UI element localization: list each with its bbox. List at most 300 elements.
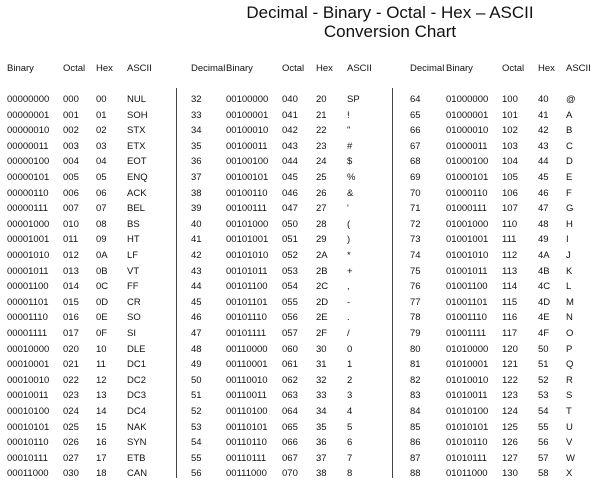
- left-cell-hex: 02: [96, 125, 107, 137]
- mid-cell-ascii: 7: [347, 452, 353, 464]
- right-header-octal: Octal: [502, 63, 525, 74]
- right-cell-decimal: 83: [410, 390, 421, 402]
- mid-cell-octal: 050: [282, 218, 298, 230]
- left-cell-binary: 00010011: [7, 390, 49, 402]
- mid-cell-ascii: 1: [347, 359, 353, 371]
- mid-cell-binary: 00100000: [226, 94, 269, 105]
- right-cell-octal: 104: [502, 156, 518, 168]
- left-cell-binary: 00000111: [7, 203, 48, 215]
- mid-cell-binary: 00110011: [226, 390, 267, 402]
- left-cell-ascii: SOH: [127, 109, 148, 121]
- mid-cell-decimal: 38: [191, 187, 202, 199]
- right-cell-ascii: K: [566, 265, 573, 277]
- right-cell-decimal: 70: [410, 187, 421, 199]
- mid-cell-octal: 060: [282, 343, 298, 355]
- left-cell-octal: 000: [63, 94, 79, 105]
- mid-cell-hex: 22: [316, 125, 327, 137]
- left-cell-octal: 022: [63, 374, 79, 386]
- mid-cell-octal: 046: [282, 187, 298, 199]
- mid-cell-hex: 37: [316, 452, 327, 464]
- right-cell-binary: 01010011: [446, 390, 488, 402]
- right-cell-hex: 40: [538, 94, 549, 105]
- mid-header-ascii: ASCII: [347, 63, 372, 74]
- mid-cell-ascii: (: [347, 218, 351, 230]
- left-cell-ascii: NAK: [127, 421, 147, 433]
- right-cell-ascii: Q: [566, 359, 574, 371]
- left-cell-ascii: ETB: [127, 452, 146, 464]
- left-cell-binary: 00000011: [7, 140, 49, 152]
- right-cell-ascii: O: [566, 328, 574, 339]
- mid-cell-hex: 2D: [316, 296, 329, 308]
- right-cell-decimal: 65: [410, 109, 421, 121]
- right-cell-decimal: 79: [410, 328, 421, 339]
- right-cell-binary: 01001001: [446, 234, 489, 246]
- mid-cell-octal: 045: [282, 172, 298, 183]
- right-cell-hex: 43: [538, 140, 549, 152]
- right-cell-decimal: 85: [410, 421, 421, 433]
- right-cell-octal: 115: [502, 296, 518, 308]
- mid-cell-ascii: ': [347, 203, 349, 215]
- right-cell-hex: 58: [538, 468, 549, 480]
- right-cell-hex: 56: [538, 437, 549, 449]
- right-cell-binary: 01000101: [446, 172, 489, 183]
- mid-cell-octal: 054: [282, 281, 298, 293]
- left-cell-binary: 00011000: [7, 468, 49, 480]
- right-cell-binary: 01000110: [446, 187, 488, 199]
- left-cell-hex: 09: [96, 234, 107, 246]
- left-cell-hex: 08: [96, 218, 107, 230]
- mid-cell-octal: 056: [282, 312, 298, 324]
- right-cell-binary: 01000000: [446, 94, 489, 105]
- left-cell-binary: 00001111: [7, 328, 48, 339]
- right-cell-hex: 46: [538, 187, 549, 199]
- mid-cell-decimal: 37: [191, 172, 202, 183]
- mid-header-binary: Binary: [226, 63, 253, 74]
- right-cell-decimal: 88: [410, 468, 421, 480]
- mid-cell-octal: 055: [282, 296, 298, 308]
- right-header-hex: Hex: [538, 63, 555, 74]
- right-cell-hex: 50: [538, 343, 549, 355]
- left-cell-hex: 14: [96, 406, 107, 417]
- right-cell-binary: 01000010: [446, 125, 489, 137]
- mid-cell-decimal: 54: [191, 437, 202, 449]
- left-cell-octal: 010: [63, 218, 79, 230]
- right-cell-ascii: R: [566, 374, 573, 386]
- mid-cell-ascii: -: [347, 296, 351, 308]
- left-cell-binary: 00000110: [7, 187, 49, 199]
- left-header-hex: Hex: [96, 63, 113, 74]
- left-cell-hex: 06: [96, 187, 107, 199]
- left-cell-hex: 00: [96, 94, 107, 105]
- right-cell-hex: 42: [538, 125, 549, 137]
- left-cell-octal: 017: [63, 328, 79, 339]
- right-cell-ascii: M: [566, 296, 574, 308]
- right-cell-octal: 106: [502, 187, 518, 199]
- left-header-binary: Binary: [7, 63, 34, 74]
- mid-cell-binary: 00101101: [226, 296, 268, 308]
- right-header-decimal: Decimal: [410, 63, 445, 74]
- left-cell-hex: 16: [96, 437, 107, 449]
- mid-cell-binary: 00100111: [226, 203, 267, 215]
- left-cell-octal: 026: [63, 437, 79, 449]
- right-cell-binary: 01001110: [446, 312, 487, 324]
- mid-cell-hex: 25: [316, 172, 327, 183]
- right-cell-octal: 126: [502, 437, 518, 449]
- mid-cell-decimal: 44: [191, 281, 202, 293]
- mid-cell-octal: 052: [282, 250, 298, 261]
- mid-cell-binary: 00101110: [226, 312, 267, 324]
- mid-cell-binary: 00100110: [226, 187, 268, 199]
- mid-cell-octal: 044: [282, 156, 298, 168]
- mid-cell-ascii: &: [347, 187, 354, 199]
- title-line-2: Conversion Chart: [323, 22, 457, 41]
- left-cell-binary: 00010110: [7, 437, 49, 449]
- left-cell-hex: 0D: [96, 296, 109, 308]
- left-cell-ascii: SI: [127, 328, 136, 339]
- right-cell-ascii: H: [566, 218, 573, 230]
- left-cell-binary: 00010111: [7, 452, 48, 464]
- mid-cell-hex: 34: [316, 406, 327, 417]
- left-cell-octal: 025: [63, 421, 79, 433]
- right-cell-ascii: I: [566, 234, 569, 246]
- left-cell-octal: 001: [63, 109, 79, 121]
- right-cell-octal: 102: [502, 125, 518, 137]
- left-cell-ascii: NUL: [127, 94, 147, 105]
- mid-cell-octal: 066: [282, 437, 298, 449]
- mid-cell-hex: 28: [316, 218, 327, 230]
- left-cell-ascii: BS: [127, 218, 140, 230]
- mid-cell-decimal: 35: [191, 140, 202, 152]
- right-cell-decimal: 66: [410, 125, 421, 137]
- right-cell-decimal: 77: [410, 296, 421, 308]
- mid-cell-hex: 35: [316, 421, 327, 433]
- mid-cell-ascii: ): [347, 234, 351, 246]
- right-cell-octal: 103: [502, 140, 518, 152]
- mid-cell-hex: 33: [316, 390, 327, 402]
- right-header-ascii: ASCII: [566, 63, 591, 74]
- right-cell-octal: 123: [502, 390, 518, 402]
- left-cell-ascii: BEL: [127, 203, 145, 215]
- mid-cell-binary: 00101100: [226, 281, 268, 293]
- mid-cell-hex: 2B: [316, 265, 328, 277]
- mid-cell-ascii: *: [347, 250, 351, 261]
- left-cell-octal: 002: [63, 125, 79, 137]
- right-cell-hex: 44: [538, 156, 549, 168]
- mid-cell-hex: 2A: [316, 250, 328, 261]
- left-cell-ascii: ETX: [127, 140, 146, 152]
- left-cell-octal: 005: [63, 172, 79, 183]
- right-cell-hex: 4F: [538, 328, 550, 339]
- left-cell-binary: 00010000: [7, 343, 50, 355]
- right-cell-ascii: X: [566, 468, 573, 480]
- mid-cell-decimal: 45: [191, 296, 202, 308]
- right-cell-binary: 01000001: [446, 109, 489, 121]
- mid-cell-binary: 00101001: [226, 234, 269, 246]
- left-cell-hex: 0A: [96, 250, 108, 261]
- left-cell-octal: 014: [63, 281, 79, 293]
- mid-cell-binary: 00110101: [226, 421, 268, 433]
- left-cell-hex: 18: [96, 468, 107, 480]
- mid-cell-ascii: +: [347, 265, 353, 277]
- right-cell-ascii: G: [566, 203, 574, 215]
- left-cell-ascii: DC3: [127, 390, 147, 402]
- right-cell-hex: 4E: [538, 312, 550, 324]
- left-cell-binary: 00000010: [7, 125, 50, 137]
- mid-cell-ascii: /: [347, 328, 350, 339]
- mid-cell-hex: 20: [316, 94, 327, 105]
- mid-cell-binary: 00101000: [226, 218, 269, 230]
- left-cell-ascii: STX: [127, 125, 146, 137]
- mid-cell-decimal: 43: [191, 265, 202, 277]
- right-cell-octal: 121: [502, 359, 518, 371]
- mid-cell-octal: 061: [282, 359, 298, 371]
- right-cell-binary: 01010000: [446, 343, 489, 355]
- right-cell-hex: 4B: [538, 265, 550, 277]
- mid-cell-octal: 070: [282, 468, 298, 480]
- mid-cell-decimal: 51: [191, 390, 202, 402]
- mid-header-decimal: Decimal: [191, 63, 226, 74]
- left-cell-octal: 015: [63, 296, 79, 308]
- right-cell-binary: 01010010: [446, 374, 489, 386]
- mid-cell-octal: 051: [282, 234, 298, 246]
- right-cell-hex: 53: [538, 390, 549, 402]
- right-cell-ascii: P: [566, 343, 573, 355]
- mid-cell-ascii: .: [347, 312, 350, 324]
- right-cell-ascii: N: [566, 312, 573, 324]
- right-cell-hex: 45: [538, 172, 549, 183]
- right-cell-decimal: 74: [410, 250, 421, 261]
- right-cell-ascii: U: [566, 421, 573, 433]
- right-cell-decimal: 67: [410, 140, 421, 152]
- right-cell-ascii: J: [566, 250, 571, 261]
- right-cell-binary: 01010101: [446, 421, 489, 433]
- mid-cell-octal: 064: [282, 406, 298, 417]
- mid-cell-ascii: #: [347, 140, 353, 152]
- mid-cell-octal: 043: [282, 140, 298, 152]
- left-cell-hex: 17: [96, 452, 107, 464]
- mid-cell-binary: 00110100: [226, 406, 268, 417]
- mid-cell-hex: 24: [316, 156, 327, 168]
- right-cell-hex: 4C: [538, 281, 551, 293]
- right-cell-ascii: C: [566, 140, 573, 152]
- left-cell-binary: 00001000: [7, 218, 50, 230]
- left-cell-binary: 00001101: [7, 296, 49, 308]
- left-cell-octal: 003: [63, 140, 79, 152]
- mid-cell-octal: 053: [282, 265, 298, 277]
- right-cell-octal: 112: [502, 250, 518, 261]
- left-cell-binary: 00001010: [7, 250, 50, 261]
- mid-header-hex: Hex: [316, 63, 333, 74]
- left-cell-hex: 15: [96, 421, 107, 433]
- right-cell-ascii: F: [566, 187, 572, 199]
- mid-cell-binary: 00110010: [226, 374, 268, 386]
- mid-cell-decimal: 40: [191, 218, 202, 230]
- right-cell-decimal: 64: [410, 94, 421, 105]
- left-cell-hex: 01: [96, 109, 107, 121]
- left-cell-binary: 00001110: [7, 312, 48, 324]
- mid-cell-octal: 067: [282, 452, 298, 464]
- left-header-octal: Octal: [63, 63, 86, 74]
- left-cell-hex: 13: [96, 390, 107, 402]
- left-cell-ascii: LF: [127, 250, 139, 261]
- right-cell-ascii: @: [566, 94, 576, 105]
- mid-cell-decimal: 56: [191, 468, 202, 480]
- mid-cell-binary: 00110000: [226, 343, 268, 355]
- right-cell-decimal: 73: [410, 234, 421, 246]
- mid-cell-hex: 21: [316, 109, 327, 121]
- right-cell-octal: 117: [502, 328, 518, 339]
- right-cell-binary: 01010110: [446, 437, 488, 449]
- left-cell-octal: 007: [63, 203, 79, 215]
- right-cell-octal: 124: [502, 406, 518, 417]
- right-header-binary: Binary: [446, 63, 473, 74]
- left-header-ascii: ASCII: [127, 63, 152, 74]
- right-cell-octal: 130: [502, 468, 518, 480]
- right-cell-octal: 127: [502, 452, 518, 464]
- right-cell-binary: 01010100: [446, 406, 489, 417]
- mid-cell-decimal: 46: [191, 312, 202, 324]
- right-cell-octal: 114: [502, 281, 518, 293]
- mid-cell-hex: 36: [316, 437, 327, 449]
- mid-cell-ascii: %: [347, 172, 356, 183]
- left-cell-binary: 00001100: [7, 281, 49, 293]
- mid-cell-octal: 040: [282, 94, 298, 105]
- right-cell-binary: 01001100: [446, 281, 488, 293]
- left-cell-ascii: VT: [127, 265, 140, 277]
- right-cell-decimal: 71: [410, 203, 421, 215]
- right-cell-ascii: T: [566, 406, 572, 417]
- right-cell-decimal: 75: [410, 265, 421, 277]
- mid-cell-binary: 00110001: [226, 359, 268, 371]
- left-cell-octal: 016: [63, 312, 79, 324]
- left-cell-ascii: DLE: [127, 343, 146, 355]
- left-cell-binary: 00001001: [7, 234, 50, 246]
- right-cell-decimal: 76: [410, 281, 421, 293]
- left-cell-hex: 0C: [96, 281, 109, 293]
- left-cell-binary: 00000001: [7, 109, 50, 121]
- mid-cell-ascii: !: [347, 109, 350, 121]
- right-cell-binary: 01001111: [446, 328, 487, 339]
- left-cell-ascii: HT: [127, 234, 140, 246]
- mid-cell-hex: 23: [316, 140, 327, 152]
- left-cell-ascii: ACK: [127, 187, 147, 199]
- right-cell-ascii: A: [566, 109, 573, 121]
- left-cell-hex: 11: [96, 359, 106, 371]
- mid-cell-octal: 047: [282, 203, 298, 215]
- left-cell-ascii: DC1: [127, 359, 147, 371]
- right-cell-hex: 57: [538, 452, 549, 464]
- left-cell-hex: 12: [96, 374, 107, 386]
- right-cell-binary: 01001011: [446, 265, 488, 277]
- mid-cell-binary: 00101010: [226, 250, 269, 261]
- right-cell-decimal: 81: [410, 359, 421, 371]
- left-cell-ascii: CAN: [127, 468, 148, 480]
- mid-cell-decimal: 53: [191, 421, 202, 433]
- mid-cell-ascii: 8: [347, 468, 353, 480]
- left-cell-ascii: SO: [127, 312, 141, 324]
- right-cell-binary: 01000111: [446, 203, 487, 215]
- mid-cell-decimal: 32: [191, 94, 202, 105]
- right-cell-decimal: 78: [410, 312, 421, 324]
- right-cell-ascii: S: [566, 390, 573, 402]
- right-cell-octal: 105: [502, 172, 518, 183]
- left-cell-hex: 07: [96, 203, 107, 215]
- right-cell-octal: 113: [502, 265, 518, 277]
- right-cell-decimal: 68: [410, 156, 421, 168]
- left-cell-octal: 030: [63, 468, 79, 480]
- left-cell-hex: 05: [96, 172, 107, 183]
- right-cell-hex: 51: [538, 359, 549, 371]
- mid-cell-binary: 00111000: [226, 468, 267, 480]
- right-cell-binary: 01001010: [446, 250, 489, 261]
- title-line-1: Decimal - Binary - Octal - Hex – ASCII: [246, 3, 534, 22]
- right-cell-ascii: E: [566, 172, 573, 183]
- left-cell-octal: 024: [63, 406, 79, 417]
- right-cell-binary: 01000011: [446, 140, 488, 152]
- mid-cell-octal: 063: [282, 390, 298, 402]
- right-cell-hex: 41: [538, 109, 549, 121]
- left-cell-ascii: DC2: [127, 374, 147, 386]
- mid-cell-binary: 00100001: [226, 109, 269, 121]
- right-cell-hex: 54: [538, 406, 549, 417]
- left-cell-octal: 011: [63, 234, 79, 246]
- left-cell-hex: 0F: [96, 328, 108, 339]
- mid-cell-decimal: 47: [191, 328, 202, 339]
- left-cell-hex: 04: [96, 156, 107, 168]
- right-cell-hex: 4A: [538, 250, 550, 261]
- mid-cell-ascii: 0: [347, 343, 353, 355]
- right-cell-decimal: 87: [410, 452, 421, 464]
- right-cell-octal: 122: [502, 374, 518, 386]
- left-cell-hex: 0E: [96, 312, 108, 324]
- right-cell-hex: 55: [538, 421, 549, 433]
- right-cell-decimal: 80: [410, 343, 421, 355]
- mid-cell-ascii: 3: [347, 390, 353, 402]
- right-cell-decimal: 82: [410, 374, 421, 386]
- left-cell-octal: 006: [63, 187, 79, 199]
- right-cell-ascii: B: [566, 125, 573, 137]
- left-cell-binary: 00000000: [7, 94, 50, 105]
- right-cell-octal: 107: [502, 203, 518, 215]
- left-cell-octal: 013: [63, 265, 79, 277]
- right-cell-octal: 110: [502, 218, 518, 230]
- mid-header-octal: Octal: [282, 63, 305, 74]
- mid-cell-ascii: 2: [347, 374, 353, 386]
- mid-cell-hex: 29: [316, 234, 327, 246]
- left-cell-octal: 027: [63, 452, 79, 464]
- right-cell-ascii: V: [566, 437, 573, 449]
- mid-cell-hex: 27: [316, 203, 327, 215]
- left-cell-ascii: DC4: [127, 406, 147, 417]
- left-cell-octal: 012: [63, 250, 79, 261]
- right-cell-octal: 120: [502, 343, 518, 355]
- column-divider: [392, 88, 393, 478]
- right-cell-octal: 100: [502, 94, 518, 105]
- mid-cell-decimal: 34: [191, 125, 202, 137]
- right-cell-binary: 01010111: [446, 452, 487, 464]
- mid-cell-ascii: SP: [347, 94, 360, 105]
- mid-cell-hex: 30: [316, 343, 327, 355]
- right-cell-hex: 49: [538, 234, 549, 246]
- mid-cell-ascii: $: [347, 156, 353, 168]
- left-cell-hex: 03: [96, 140, 107, 152]
- mid-cell-hex: 26: [316, 187, 327, 199]
- mid-cell-octal: 057: [282, 328, 298, 339]
- mid-cell-hex: 32: [316, 374, 327, 386]
- column-divider: [176, 88, 177, 478]
- mid-cell-ascii: ": [347, 125, 351, 137]
- mid-cell-decimal: 39: [191, 203, 202, 215]
